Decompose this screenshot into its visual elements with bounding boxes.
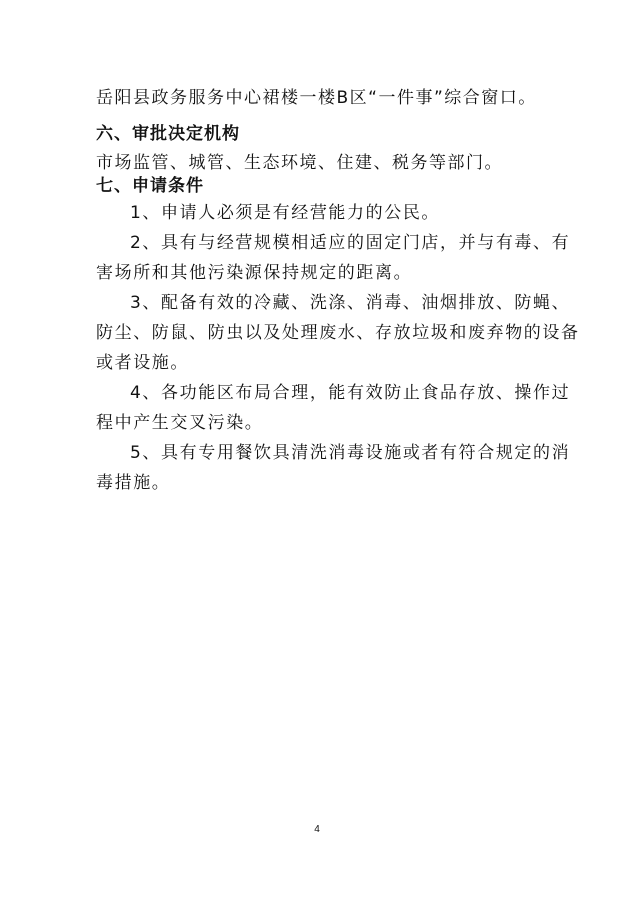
- condition-line: 防尘、防鼠、防虫以及处理废水、存放垃圾和废弃物的设备: [96, 323, 580, 343]
- condition-line: 程中产生交叉污染。: [96, 413, 264, 433]
- condition-item-2: [96, 228, 571, 288]
- condition-line: 3、配备有效的冷藏、洗涤、消毒、油烟排放、防蝇、: [130, 293, 571, 313]
- section-6-body: 市场监管、城管、生态环境、住建、税务等部门。: [96, 153, 503, 173]
- condition-item-5: [96, 438, 571, 498]
- condition-line: 毒措施。: [96, 473, 171, 493]
- section-7-title: 七、申请条件: [96, 176, 204, 196]
- condition-line: 5、具有专用餐饮具清洗消毒设施或者有符合规定的消: [130, 443, 571, 463]
- opening-line: 岳阳县政务服务中心裙楼一楼B区“一件事”综合窗口。: [96, 88, 537, 108]
- condition-line: 4、各功能区布局合理，能有效防止食品存放、操作过: [130, 383, 571, 403]
- condition-line: 2、具有与经营规模相适应的固定门店，并与有毒、有: [130, 233, 571, 253]
- section-6-title: 六、审批决定机构: [96, 124, 240, 144]
- condition-item-4: [96, 378, 571, 438]
- condition-item-1: [96, 198, 546, 228]
- condition-line: 害场所和其他污染源保持规定的距离。: [96, 263, 413, 283]
- condition-line: 1、申请人必须是有经营能力的公民。: [130, 203, 441, 223]
- condition-item-3: [96, 288, 580, 378]
- page-number: 4: [314, 824, 320, 835]
- condition-line: 或者设施。: [96, 353, 189, 373]
